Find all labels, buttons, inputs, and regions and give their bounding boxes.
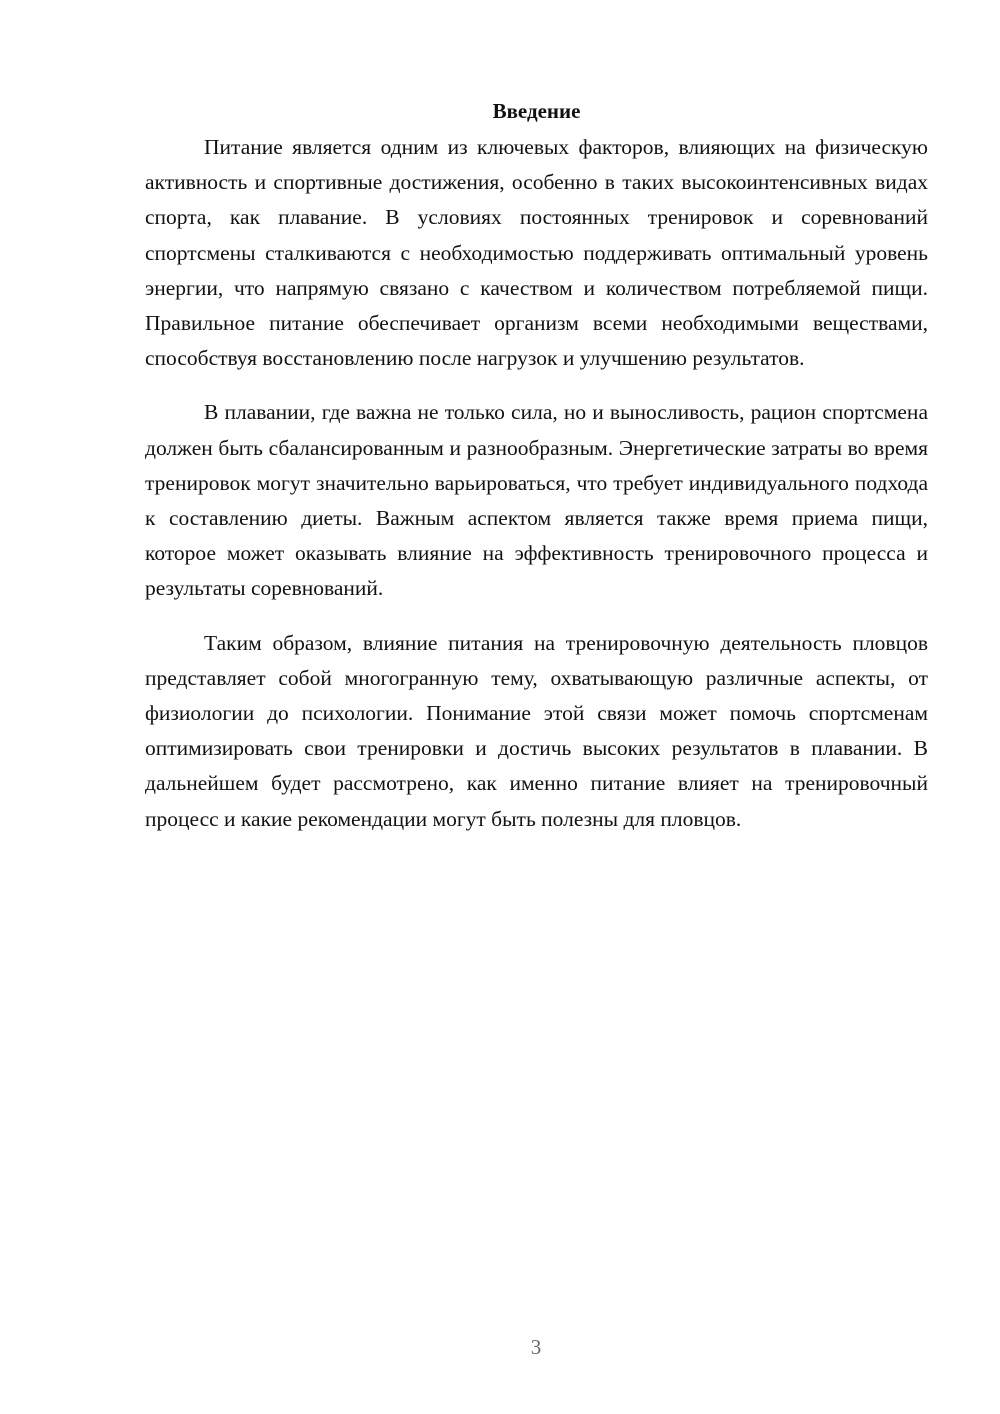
paragraph-1: Питание является одним из ключевых факторов, влияющих на физическую активность и спортивные достижения, особенно в таких высокоинтенсивных видах спорта, как плавание. В условиях постоянных тренировок и соревнований спортсмены сталкиваются с необходимостью поддерживать оптимальный уровень энергии, что напрямую связано с качеством и количеством потребляемой пищи. Правильное питание обеспечивает организм всеми необходимыми веществами, способствуя восстановлению после нагрузок и улучшению результатов. [145,135,928,371]
section-heading: Введение [492,99,581,123]
paragraph-3: Таким образом, влияние питания на тренировочную деятельность пловцов представляет собой многогранную тему, охватывающую различные аспекты, от физиологии до психологии. Понимание этой связи может помочь спортсменам оптимизировать свои тренировки и достичь высоких результатов в плавании. В дальнейшем будет рассмотрено, как именно питание влияет на тренировочный процесс и какие рекомендации могут быть полезны для пловцов. [145,630,928,831]
page-number: 3 [530,1335,542,1359]
paragraph-2: В плавании, где важна не только сила, но и выносливость, рацион спортсмена должен быть сбалансированным и разнообразным. Энергетические затраты во время тренировок могут значительно варьироваться, что требует индивидуального подхода к составлению диеты. Важным аспектом является также время приема пищи, которое может оказывать влияние на эффективность тренировочного процесса и результаты соревнований. [145,400,928,601]
page-body [145,93,928,837]
